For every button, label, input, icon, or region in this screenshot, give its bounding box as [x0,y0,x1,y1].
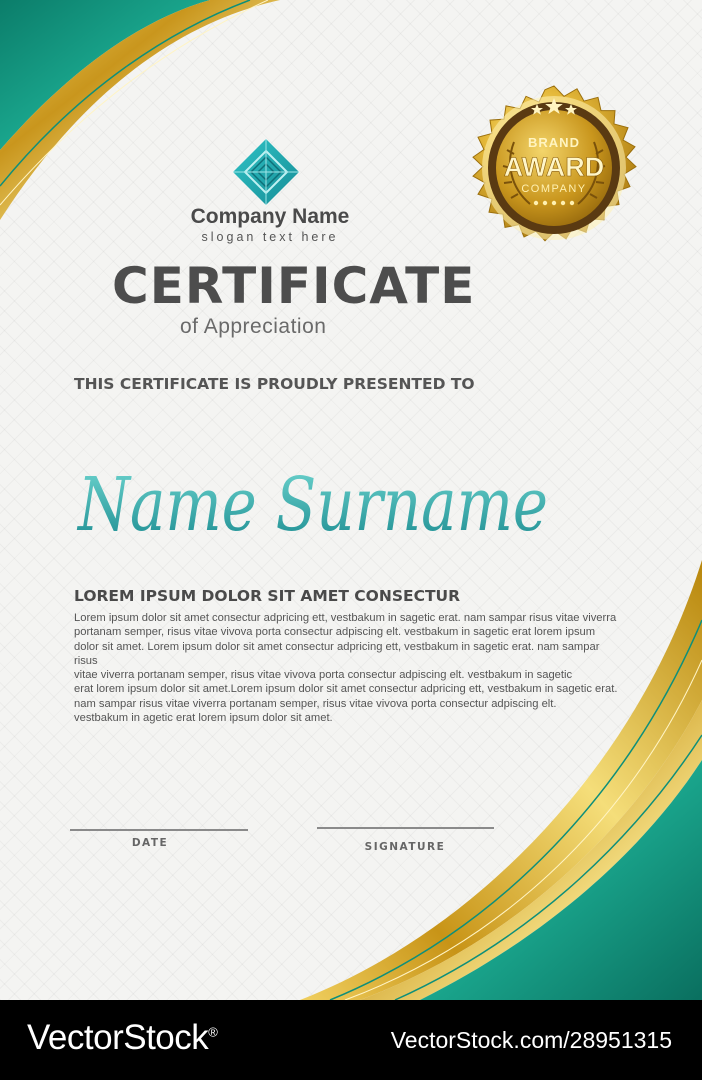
date-line [70,829,248,831]
award-badge [444,62,664,277]
company-name: Company Name [190,205,350,228]
body-text [74,611,622,725]
date-label: DATE [131,837,169,849]
vectorstock-logo [27,1018,217,1058]
body-line: portanam semper, risus vitae vivova porta consectur adpiscing elt. vestbakum in sagetic erat lorem ipsum [74,626,596,639]
body-line: nam sampar risus vitae viverra portanam semper, risus vitae vivova porta consectur adpiscing elt. [74,697,557,710]
body-line: vestbakum in agetic erat lorem ipsum dolor sit amet. [74,712,333,725]
signature-line [317,827,494,829]
watermark-footer [0,1000,702,1080]
body-line: Lorem ipsum dolor sit amet consectur adpricing ett, vestbakum in sagetic erat. nam sampar risus vitae viverra [74,612,617,624]
company-slogan: slogan text here [201,230,339,244]
badge-award-text: AWARD [503,152,605,182]
footer-image-id: VectorStock.com/28951315 [390,1027,672,1053]
recipient-name-text: Name Surname [76,462,548,548]
certificate-title: CERTIFICATE [112,257,476,315]
badge-company-text: COMPANY [521,183,587,195]
body-line: vitae viverra portanam semper, risus vitae vivova porta consectur adpiscing elt. vestbakum in sagetic [74,669,573,682]
body-heading: LOREM IPSUM DOLOR SIT AMET CONSECTUR [74,587,461,605]
recipient-name [70,430,590,550]
certificate-subtitle: of Appreciation [180,315,327,338]
presented-to-label: THIS CERTIFICATE IS PROUDLY PRESENTED TO [74,375,475,393]
footer-brand: VectorStock [27,1018,209,1057]
registered-mark: ® [208,1024,218,1040]
signature-label: SIGNATURE [364,841,446,853]
body-line: erat lorem ipsum dolor sit amet.Lorem ipsum dolor sit amet consectur adpricing ett, vestbakum in sagetic erat. [74,683,618,696]
badge-brand-text: BRAND [528,135,580,150]
body-line: dolor sit amet. Lorem ipsum dolor sit amet consectur adpricing ett, vestbakum in sagetic erat. nam sampar risus [74,640,600,667]
company-logo-icon [231,137,301,207]
